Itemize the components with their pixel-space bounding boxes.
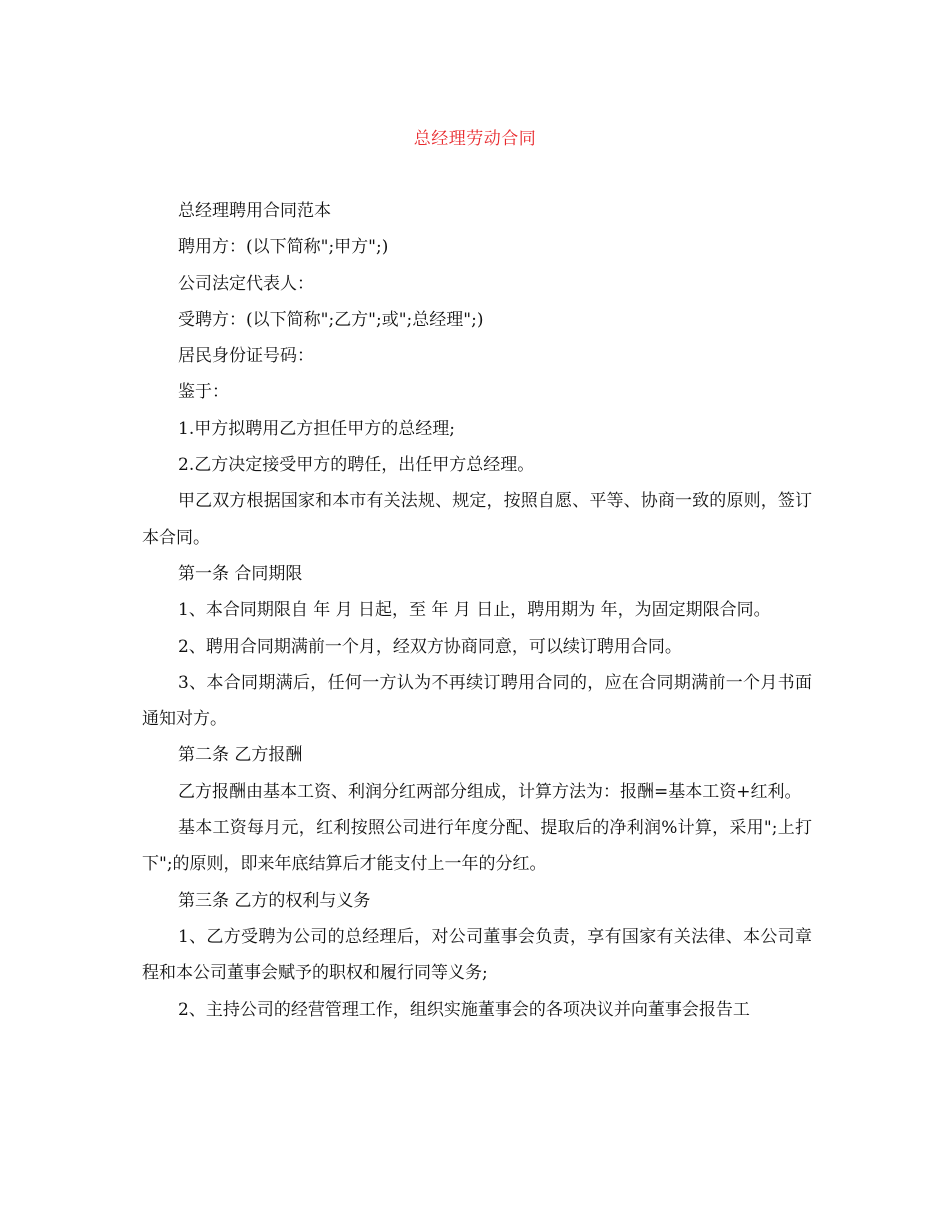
paragraph: 居民身份证号码： xyxy=(178,346,314,367)
paragraph: 1、本合同期限自 年 月 日起，至 年 月 日止，聘用期为 年，为固定期限合同。 xyxy=(178,600,771,621)
paragraph: 乙方报酬由基本工资、利润分红两部分组成，计算方法为：报酬=基本工资+红利。 xyxy=(178,781,802,802)
paragraph: 公司法定代表人： xyxy=(178,273,314,294)
document-body xyxy=(142,193,812,1028)
paragraph: 甲乙双方根据国家和本市有关法规、规定，按照自愿、平等、协商一致的原则，签订本合同。 xyxy=(142,491,812,548)
paragraph: 2、主持公司的经营管理工作，组织实施董事会的各项决议并向董事会报告工 xyxy=(178,999,750,1020)
section-heading: 第三条 乙方的权利与义务 xyxy=(178,890,371,911)
paragraph: 1.甲方拟聘用乙方担任甲方的总经理; xyxy=(178,418,455,439)
paragraph: 2、聘用合同期满前一个月，经双方协商同意，可以续订聘用合同。 xyxy=(178,636,682,657)
paragraph: 聘用方：(以下简称";甲方";) xyxy=(178,237,389,258)
paragraph: 受聘方：(以下简称";乙方";或";总经理";) xyxy=(178,309,484,330)
paragraph: 基本工资每月元，红利按照公司进行年度分配、提取后的净利润%计算，采用";上打下";的原则，即来年底结算后才能支付上一年的分红。 xyxy=(142,818,812,875)
paragraph: 总经理聘用合同范本 xyxy=(178,201,331,221)
paragraph: 2.乙方决定接受甲方的聘任，出任甲方总经理。 xyxy=(178,455,535,476)
document-title: 总经理劳动合同 xyxy=(413,129,537,149)
paragraph: 鉴于： xyxy=(178,382,229,403)
section-heading: 第一条 合同期限 xyxy=(178,563,303,584)
section-heading: 第二条 乙方报酬 xyxy=(178,745,303,766)
paragraph: 1、乙方受聘为公司的总经理后，对公司董事会负责，享有国家有关法律、本公司章程和本公司董事会赋予的职权和履行同等义务; xyxy=(142,926,812,984)
paragraph: 3、本合同期满后，任何一方认为不再续订聘用合同的，应在合同期满前一个月书面通知对方。 xyxy=(142,672,812,730)
